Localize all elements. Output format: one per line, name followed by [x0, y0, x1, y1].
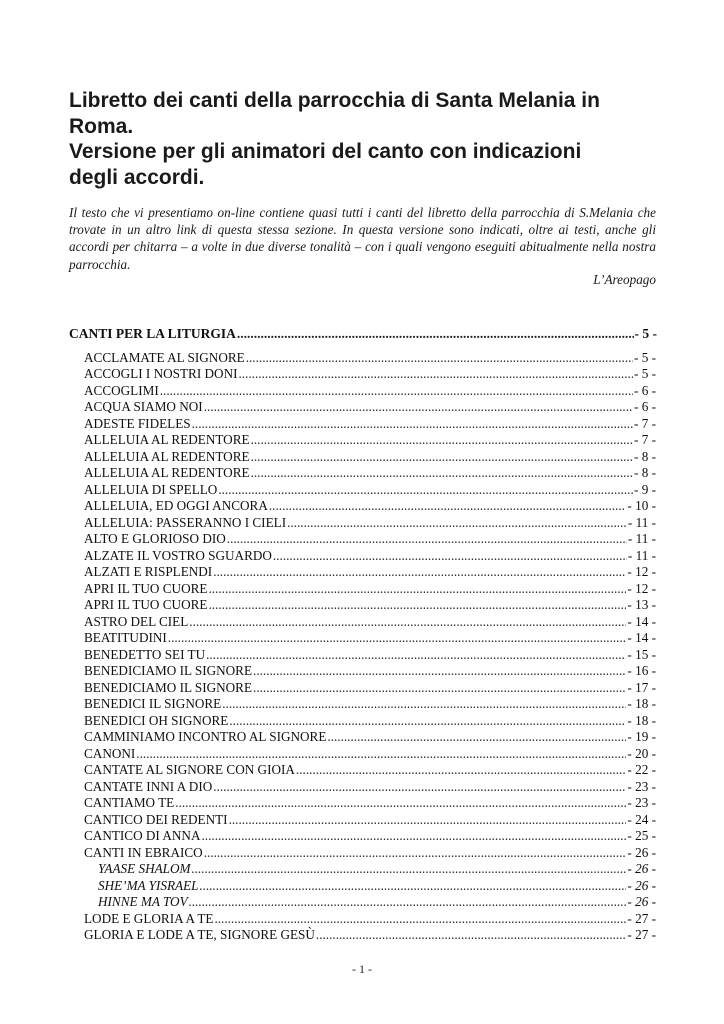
toc-entry-page: - 6 - [634, 382, 656, 398]
toc-entry-page: - 8 - [634, 448, 656, 464]
toc-entry-page: - 11 - [627, 547, 656, 563]
toc-entry-title: ALLELUIA DI SPELLO [84, 481, 218, 497]
toc-dot-leader [199, 878, 626, 894]
toc-dot-leader [208, 597, 626, 613]
toc-entry-title: CANTIAMO TE [84, 795, 175, 810]
toc-entry-page: - 26 - [627, 894, 656, 909]
toc-entry[interactable] [98, 861, 656, 877]
toc-dot-leader [189, 614, 626, 630]
toc-entry-title: APRI IL TUO CUORE [84, 597, 208, 612]
toc-entry-page: - 22 - [627, 762, 656, 777]
toc-entry-page: - 14 - [627, 630, 656, 645]
toc-entry-page: - 23 - [627, 795, 656, 810]
toc-entry-title: CANTI IN EBRAICO [84, 844, 203, 860]
toc-dot-leader [192, 416, 633, 432]
title-line: Versione per gli animatori del canto con indicazioni [69, 140, 582, 163]
toc-entry-title: ADESTE FIDELES [84, 415, 191, 431]
toc-entry-page: - 26 - [627, 877, 656, 893]
toc-entry-page: - 10 - [627, 498, 656, 513]
toc-entry-page: - 8 - [634, 465, 656, 480]
toc-dot-leader [287, 515, 627, 531]
toc-entry-title: ALLELUIA AL REDENTORE [84, 432, 250, 447]
toc-dot-leader [136, 746, 626, 762]
toc-entry-title: ALZATI E RISPLENDI [84, 564, 213, 579]
toc-dot-leader [246, 350, 633, 366]
toc-dot-leader [160, 383, 633, 399]
toc-entry-page: - 18 - [627, 696, 656, 711]
toc-entry-page: - 25 - [627, 828, 656, 843]
toc-entry-title: CANTATE AL SIGNORE CON GIOIA [84, 762, 295, 777]
toc-entry[interactable] [84, 548, 656, 564]
toc-entry[interactable] [84, 449, 656, 465]
toc-entry-title: BENEDICIAMO IL SIGNORE [84, 663, 253, 678]
toc-entry-page: - 17 - [627, 679, 656, 695]
intro-paragraph: Il testo che vi presentiamo on-line contiene quasi tutti i canti del libretto della parrocchia di S.Melania che trovate in un altro link di questa stessa sezione. In questa versione sono indicati, oltre ai testi, anche gli accordi per chitarra – a volte in due diverse tonalità – con i quali vengono eseguiti abitualmente nella nostra parrocchia. [69, 205, 656, 272]
toc-dot-leader [189, 894, 627, 910]
toc-entry-page: - 23 - [627, 778, 656, 794]
toc-entry[interactable] [84, 498, 656, 514]
toc-entry[interactable] [84, 680, 656, 696]
toc-entry[interactable] [84, 432, 656, 448]
toc-entry-title: ACCOGLI I NOSTRI DONI [84, 366, 238, 381]
toc-entry-page: - 13 - [627, 597, 656, 612]
toc-entry[interactable] [84, 696, 656, 712]
toc-entry-title: CANTICO DEI REDENTI [84, 811, 228, 827]
toc-entry-title: ASTRO DEL CIEL [84, 613, 189, 629]
toc-entry-title: SHE’MA YISRAEL [98, 877, 199, 893]
signature: L’Areopago [593, 272, 656, 287]
toc-entry-title: CAMMINIAMO INCONTRO AL SIGNORE [84, 729, 327, 744]
title-line: Libretto dei canti della parrocchia di Santa Melania in [69, 89, 600, 112]
toc-entry[interactable] [84, 828, 656, 844]
toc-entry[interactable] [84, 746, 656, 762]
toc-entry-page: - 20 - [627, 745, 656, 761]
toc-entry[interactable] [84, 647, 656, 663]
toc-entry[interactable] [84, 762, 656, 778]
toc-entry-title: ACQUA SIAMO NOI [84, 399, 203, 414]
toc-entry-title: ALLELUIA AL REDENTORE [84, 465, 250, 480]
toc-entry-page: - 5 - [634, 349, 656, 365]
toc-entry-title: APRI IL TUO CUORE [84, 580, 208, 596]
toc-dot-leader [253, 680, 626, 696]
toc-entry-title: GLORIA E LODE A TE, SIGNORE GESÙ [84, 927, 315, 942]
toc-entry-page: - 9 - [634, 481, 656, 497]
toc-dot-leader [273, 548, 627, 564]
toc-entry-page: - 27 - [627, 910, 656, 926]
toc-entry-title: HINNE MA TOV [98, 894, 188, 909]
toc-dot-leader [168, 630, 627, 646]
toc-entry-title: CANTI PER LA LITURGIA [69, 326, 236, 341]
toc-entry[interactable] [84, 911, 656, 927]
toc-entry[interactable] [84, 729, 656, 745]
toc-dot-leader [251, 449, 633, 465]
toc-entry-page: - 7 - [634, 415, 656, 431]
toc-entry-title: CANONI [84, 745, 136, 761]
toc-entry-title: BENEDETTO SEI TU [84, 646, 206, 662]
toc-entry[interactable] [84, 383, 656, 399]
toc-entry[interactable] [84, 531, 656, 547]
toc-entry-page: - 26 - [627, 844, 656, 860]
toc-entry-title: BENEDICI IL SIGNORE [84, 696, 222, 711]
toc-entry[interactable] [84, 779, 656, 795]
toc-entry[interactable] [84, 366, 656, 382]
toc-dot-leader [208, 581, 626, 597]
toc-entry-page: - 24 - [627, 811, 656, 827]
document-title [69, 88, 669, 190]
toc-entry[interactable] [84, 581, 656, 597]
toc-dot-leader [269, 498, 627, 514]
toc-dot-leader [227, 531, 627, 547]
toc-entry-page: - 27 - [627, 927, 656, 942]
toc-dot-leader [202, 828, 627, 844]
toc-entry-title: ALZATE IL VOSTRO SGUARDO [84, 547, 272, 563]
toc-entry-title: ALTO E GLORIOSO DIO [84, 531, 226, 546]
toc-entry-title: CANTATE INNI A DIO [84, 778, 213, 794]
toc-entry[interactable] [84, 927, 656, 943]
toc-entry-page: - 7 - [634, 432, 656, 447]
toc-dot-leader [327, 729, 626, 745]
page-number: - 1 - [352, 962, 372, 976]
toc-entry-title: ALLELUIA: PASSERANNO I CIELI [84, 514, 287, 530]
toc-entry[interactable] [84, 597, 656, 613]
toc-entry[interactable] [98, 894, 656, 910]
toc-dot-leader [213, 564, 626, 580]
toc-entry-page: - 5 - [634, 366, 656, 381]
toc-entry-page: - 11 - [627, 514, 656, 530]
title-line: degli accordi. [69, 165, 205, 189]
toc-entry-title: ALLELUIA AL REDENTORE [84, 448, 250, 464]
toc-dot-leader [237, 326, 634, 342]
toc-entry-page: - 16 - [627, 663, 656, 678]
toc-entry-page: - 26 - [627, 861, 656, 876]
toc-dot-leader [213, 779, 626, 795]
toc-entry[interactable] [84, 482, 656, 498]
toc-entry[interactable] [84, 350, 656, 366]
toc-dot-leader [316, 927, 627, 943]
toc-entry-title: BENEDICIAMO IL SIGNORE [84, 679, 253, 695]
toc-entry[interactable] [84, 663, 656, 679]
toc-entry-page: - 12 - [627, 564, 656, 579]
toc-entry-title: ACCOGLIMI [84, 382, 159, 398]
toc-dot-leader [192, 861, 627, 877]
toc-entry-page: - 14 - [627, 613, 656, 629]
toc-dot-leader [253, 663, 626, 679]
toc-entry[interactable] [84, 795, 656, 811]
toc-dot-leader [204, 399, 633, 415]
toc-dot-leader [222, 696, 626, 712]
toc-dot-leader [238, 366, 633, 382]
toc-dot-leader [218, 482, 633, 498]
toc-entry-page: - 15 - [627, 646, 656, 662]
toc-entry[interactable] [84, 515, 656, 531]
toc-entry[interactable] [84, 812, 656, 828]
toc-entry[interactable] [84, 416, 656, 432]
toc-entry-page: - 11 - [627, 531, 656, 546]
toc-dot-leader [204, 845, 627, 861]
toc-entry-page: - 18 - [627, 712, 656, 728]
toc-entry[interactable] [84, 399, 656, 415]
toc-entry[interactable] [98, 878, 656, 894]
toc-entry-title: YAASE SHALOM [98, 861, 191, 876]
toc-dot-leader [296, 762, 627, 778]
toc-entry[interactable] [84, 713, 656, 729]
toc-entry-title: LODE E GLORIA A TE [84, 910, 214, 926]
toc-entry-page: - 6 - [634, 399, 656, 414]
toc-entry[interactable] [84, 465, 656, 481]
toc-dot-leader [214, 911, 626, 927]
toc-dot-leader [206, 647, 626, 663]
title-line: Roma. [69, 114, 134, 138]
toc-entry[interactable] [84, 564, 656, 580]
toc-dot-leader [175, 795, 626, 811]
toc-entry-page: - 19 - [627, 729, 656, 744]
toc-entry-title: ACCLAMATE AL SIGNORE [84, 349, 245, 365]
toc-dot-leader [251, 432, 633, 448]
toc-entry-page: - 12 - [627, 580, 656, 596]
toc-section-row[interactable] [69, 326, 657, 342]
toc-dot-leader [251, 465, 633, 481]
toc-entry[interactable] [84, 845, 656, 861]
toc-entry-title: CANTICO DI ANNA [84, 828, 201, 843]
toc-entry[interactable] [84, 614, 656, 630]
toc-dot-leader [229, 812, 627, 828]
toc-entry[interactable] [84, 630, 656, 646]
toc-dot-leader [229, 713, 626, 729]
toc-entry-title: BEATITUDINI [84, 630, 167, 645]
toc-entry-title: ALLELUIA, ED OGGI ANCORA [84, 498, 268, 513]
toc-entry-title: BENEDICI OH SIGNORE [84, 712, 229, 728]
toc-entry-page: - 5 - [634, 326, 657, 341]
